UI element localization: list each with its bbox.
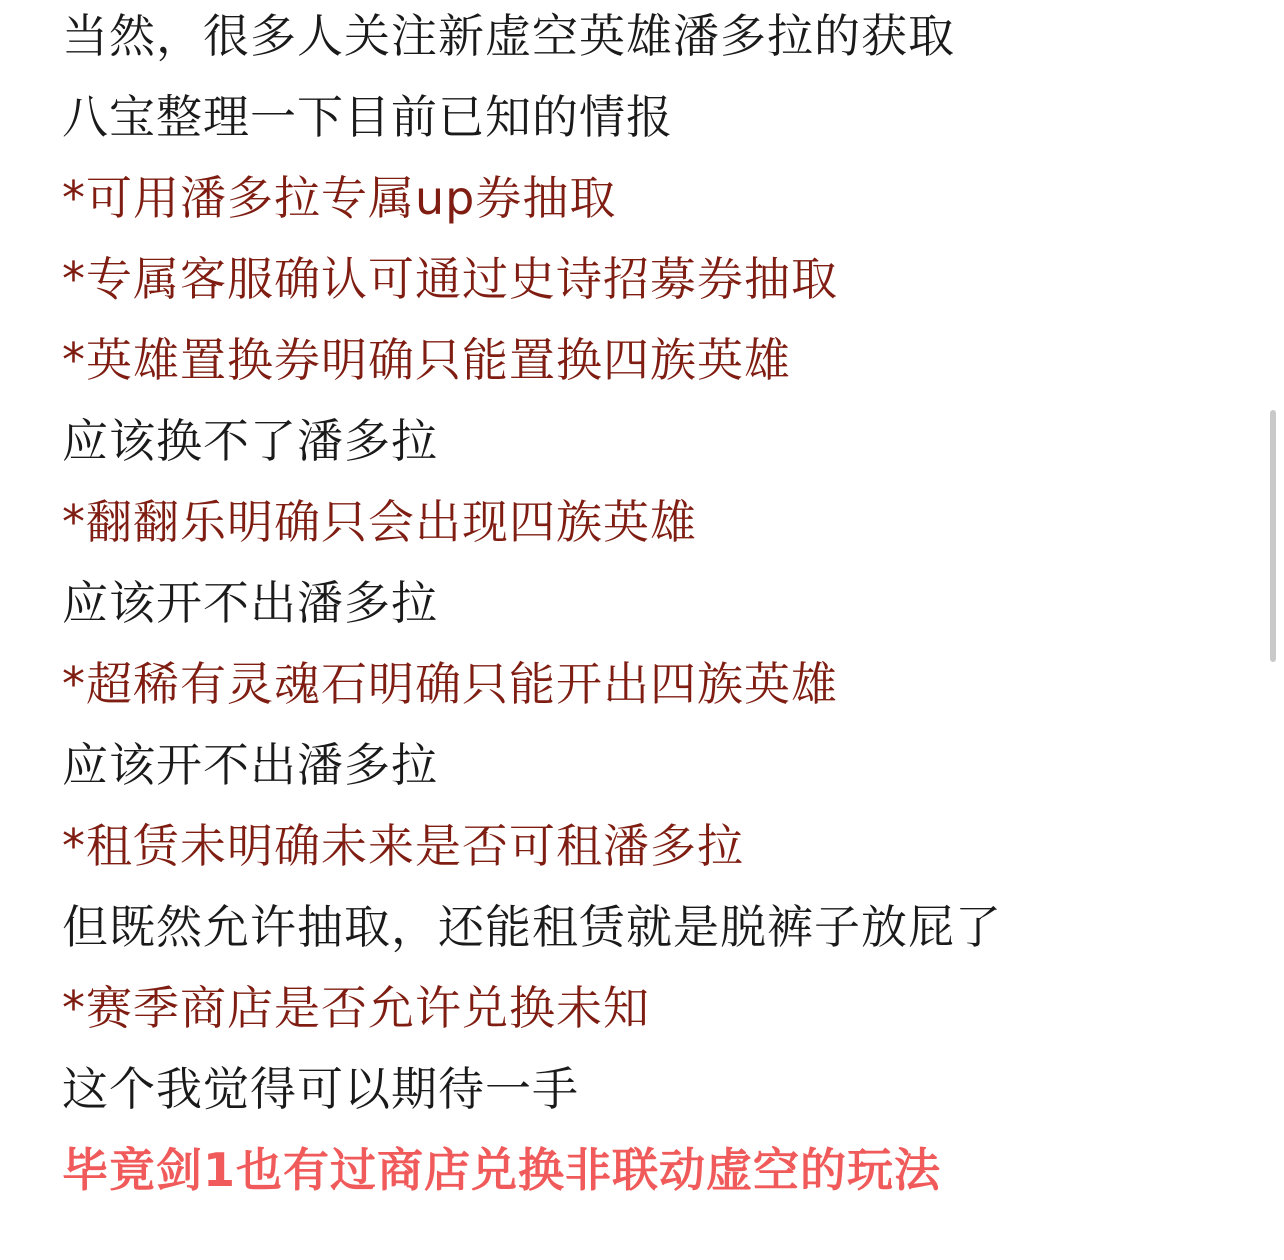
post-note-line: *英雄置换券明确只能置换四族英雄 — [62, 333, 791, 387]
vertical-scrollbar[interactable] — [1270, 410, 1276, 662]
post-note-line: *翻翻乐明确只会出现四族英雄 — [62, 495, 697, 549]
post-content — [62, 7, 1242, 1222]
post-highlight-line: 毕竟剑1也有过商店兑换非联动虚空的玩法 — [62, 1143, 942, 1197]
post-line: 八宝整理一下目前已知的情报 — [62, 90, 673, 144]
post-line: 应该开不出潘多拉 — [62, 576, 438, 630]
post-line: 当然，很多人关注新虚空英雄潘多拉的获取 — [62, 9, 955, 63]
post-note-line: *超稀有灵魂石明确只能开出四族英雄 — [62, 657, 838, 711]
post-note-line: *赛季商店是否允许兑换未知 — [62, 981, 650, 1035]
post-line: 应该开不出潘多拉 — [62, 738, 438, 792]
post-line: 应该换不了潘多拉 — [62, 414, 438, 468]
post-line: 但既然允许抽取，还能租赁就是脱裤子放屁了 — [62, 900, 1002, 954]
post-note-line: *专属客服确认可通过史诗招募券抽取 — [62, 252, 838, 306]
post-line: 这个我觉得可以期待一手 — [62, 1062, 579, 1116]
post-note-line: *租赁未明确未来是否可租潘多拉 — [62, 819, 744, 873]
post-note-line: *可用潘多拉专属up券抽取 — [62, 171, 617, 225]
